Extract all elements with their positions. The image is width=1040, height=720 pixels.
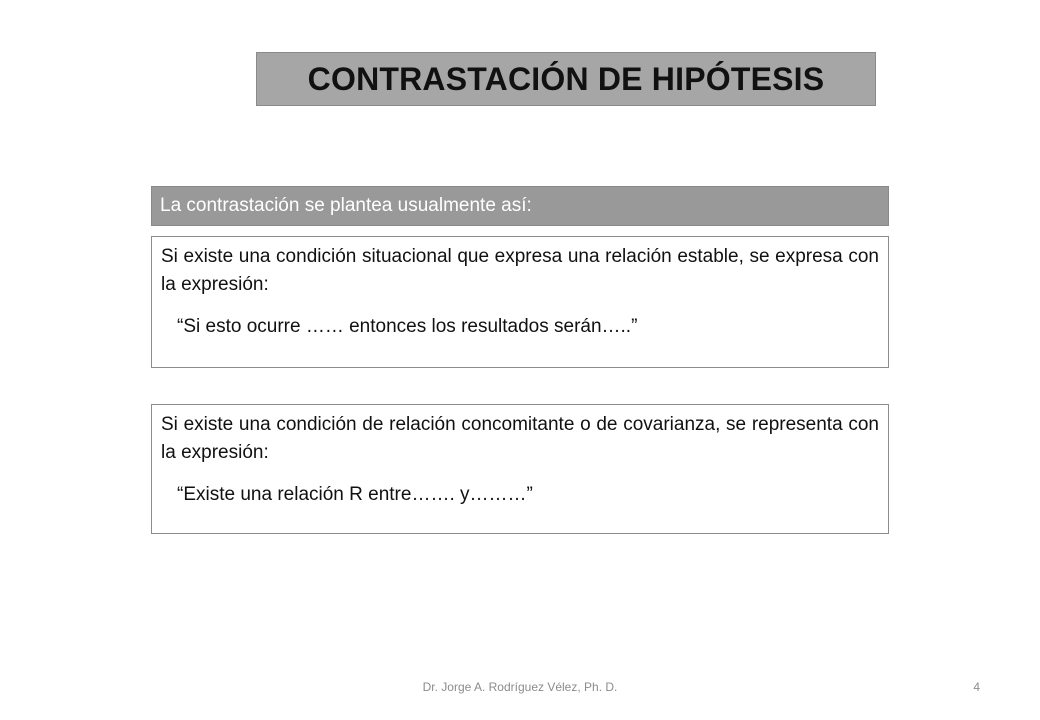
covariance-condition-quote: “Existe una relación R entre……. y………” <box>177 484 533 505</box>
page-number: 4 <box>973 680 980 694</box>
slide-title-box <box>256 52 876 106</box>
situational-condition-text: Si existe una condición situacional que expresa una relación estable, se expresa con la expresión: <box>161 246 879 295</box>
situational-condition-box <box>151 236 889 368</box>
slide-subtitle-box <box>151 186 889 226</box>
slide-title: CONTRASTACIÓN DE HIPÓTESIS <box>307 60 825 97</box>
footer-author: Dr. Jorge A. Rodríguez Vélez, Ph. D. <box>422 680 618 694</box>
situational-condition-quote: “Si esto ocurre …… entonces los resultados serán…..” <box>177 316 638 337</box>
covariance-condition-box <box>151 404 889 534</box>
covariance-condition-text: Si existe una condición de relación concomitante o de covarianza, se representa con la expresión: <box>161 414 879 463</box>
slide-subtitle: La contrastación se plantea usualmente así: <box>160 195 532 216</box>
